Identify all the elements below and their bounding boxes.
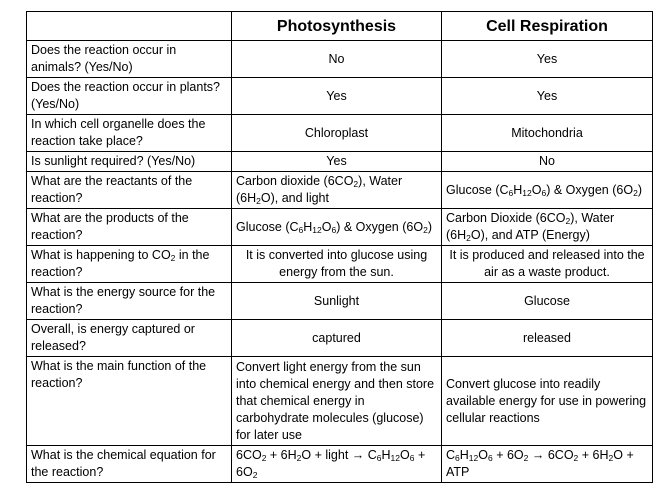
table-row: [27, 446, 653, 483]
respiration-cell: It is produced and released into the air as a waste product.: [442, 246, 653, 283]
photosynthesis-cell: Convert light energy from the sun into chemical energy and then store that chemical energy in carbohydrate molecules (glucose) for later use: [232, 357, 442, 446]
photosynthesis-cell: Yes: [232, 78, 442, 115]
question-cell: What are the products of the reaction?: [27, 209, 232, 246]
question-cell: Does the reaction occur in animals? (Yes/No): [27, 41, 232, 78]
table-row: [27, 357, 653, 446]
comparison-table: [26, 11, 653, 483]
table-row: [27, 78, 653, 115]
respiration-cell: Glucose $(C_6H_{12}O_6)$ & Oxygen $(6O_2)$: [442, 172, 653, 209]
question-cell: What is the energy source for the reaction?: [27, 283, 232, 320]
header-photosynthesis: Photosynthesis: [232, 12, 442, 41]
photosynthesis-cell: Yes: [232, 152, 442, 172]
question-cell: In which cell organelle does the reaction take place?: [27, 115, 232, 152]
question-cell: What are the reactants of the reaction?: [27, 172, 232, 209]
question-cell: Overall, is energy captured or released?: [27, 320, 232, 357]
table-row: [27, 152, 653, 172]
photosynthesis-cell: Sunlight: [232, 283, 442, 320]
table-row: [27, 115, 653, 152]
table-row: [27, 172, 653, 209]
table-row: [27, 209, 653, 246]
table-row: [27, 246, 653, 283]
respiration-cell: Yes: [442, 41, 653, 78]
photosynthesis-cell: Chloroplast: [232, 115, 442, 152]
photosynthesis-cell: It is converted into glucose using energy from the sun.: [232, 246, 442, 283]
header-blank-cell: [27, 12, 232, 41]
photosynthesis-cell: Glucose $(C_6H_{12}O_6)$ & Oxygen $(6O_2)$: [232, 209, 442, 246]
question-cell: Is sunlight required? (Yes/No): [27, 152, 232, 172]
respiration-cell: released: [442, 320, 653, 357]
respiration-cell: No: [442, 152, 653, 172]
respiration-cell: Yes: [442, 78, 653, 115]
photosynthesis-cell: No: [232, 41, 442, 78]
respiration-cell: Convert glucose into readily available energy for use in powering cellular reactions: [442, 357, 653, 446]
respiration-cell: Carbon Dioxide $(6CO_2)$, Water $(6H_2O)$, and ATP (Energy): [442, 209, 653, 246]
respiration-cell: $C_6H_{12}O_6 + 6O_2 \to 6CO_2 + 6H_2O$ + ATP: [442, 446, 653, 483]
table-row: [27, 320, 653, 357]
photosynthesis-cell: $6CO_2 + 6H_2O$ + light → $C_6H_{12}O_6 + 6O_2$: [232, 446, 442, 483]
question-cell: What is happening to $CO_2$ in the reaction?: [27, 246, 232, 283]
table-row: [27, 283, 653, 320]
respiration-cell: Glucose: [442, 283, 653, 320]
question-cell: What is the main function of the reaction?: [27, 357, 232, 446]
question-cell: Does the reaction occur in plants? (Yes/No): [27, 78, 232, 115]
table-row: [27, 41, 653, 78]
question-cell: What is the chemical equation for the reaction?: [27, 446, 232, 483]
respiration-cell: Mitochondria: [442, 115, 653, 152]
photosynthesis-cell: captured: [232, 320, 442, 357]
header-respiration: Cell Respiration: [442, 12, 653, 41]
header-row: [27, 12, 653, 41]
photosynthesis-cell: Carbon dioxide $(6CO_2)$, Water $(6H_2O)$, and light: [232, 172, 442, 209]
